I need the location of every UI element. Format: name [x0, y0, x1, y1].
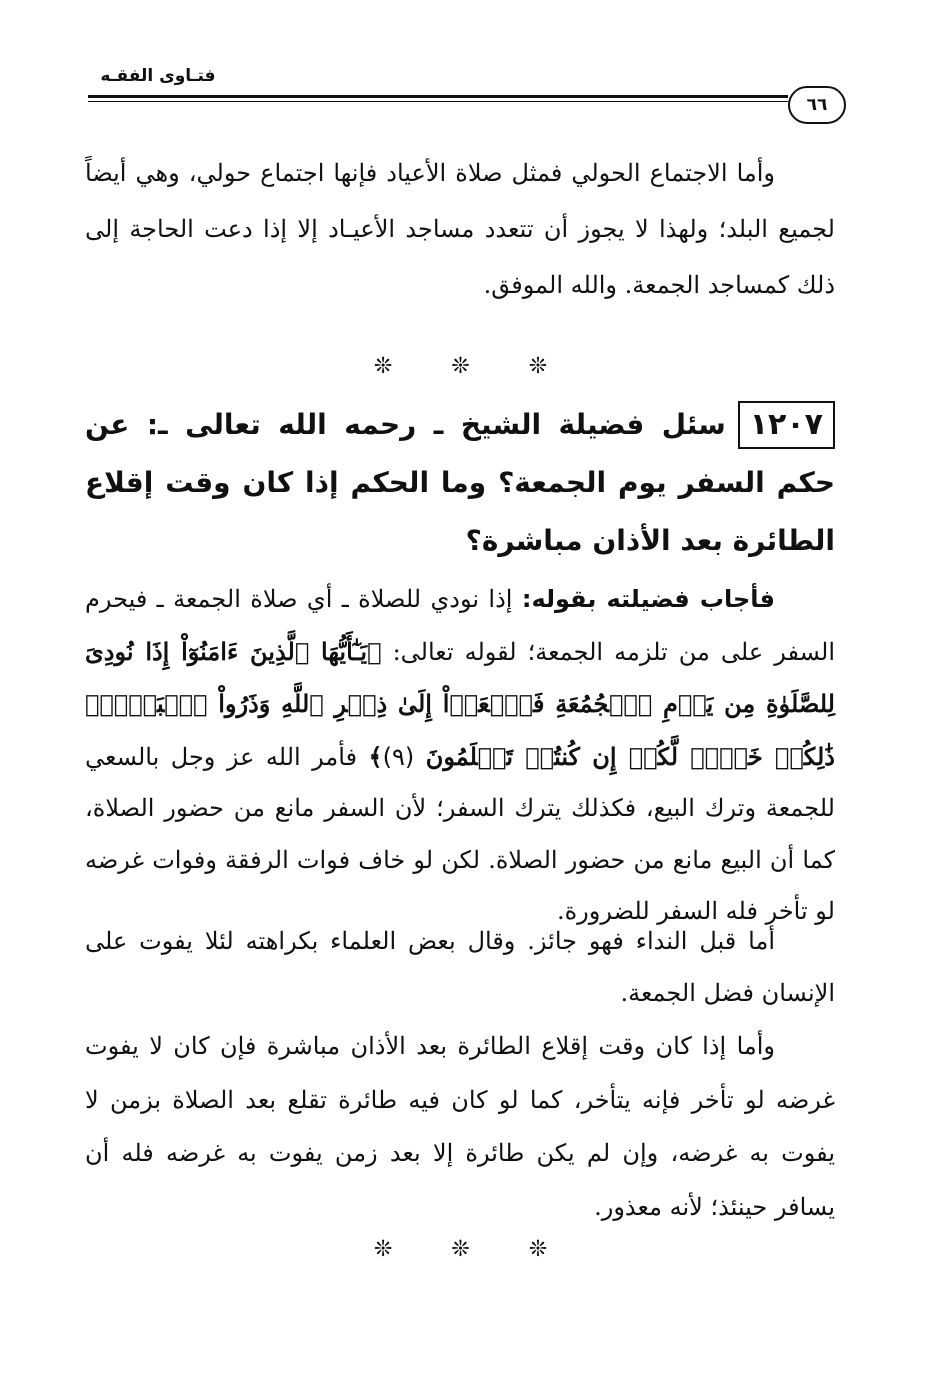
question-block: [85, 396, 835, 570]
quran-verse: يَـٰٓأَيُّهَا ٱلَّذِينَ ءَامَنُوٓاْ إِذَا نُودِىَ لِلصَّلَوٰةِ مِن يَوۡمِ ٱلۡجُمُعَةِ فَٱسۡعَوۡاْ إِلَىٰ ذِكۡرِ ٱللَّهِ وَذَرُواْ ٱلۡبَيۡعَۚ ذَٰلِكُمۡ خَيۡرٞ لَّكُمۡ إِن كُنتُمۡ تَعۡلَمُونَ: [85, 636, 835, 771]
answer-paragraph: [85, 574, 835, 938]
question-text: سئل فضيلة الشيخ ـ رحمه الله تعالى ـ: عن حكم السفر يوم الجمعة؟ وما الحكم إذا كان وقت إقلاع الطائرة بعد الأذان مباشرة؟: [85, 408, 835, 557]
answer-after-verse: فأمر الله عز وجل بالسعي للجمعة وترك البيع، فكذلك يترك السفر؛ لأن السفر مانع من حضور الصلاة، كما أن البيع مانع من حضور الصلاة. لكن لو خاف فوات الرفقة وفوات غرضه لو تأخر فله السفر للضرورة.: [85, 742, 835, 925]
verse-number: ٩: [391, 742, 405, 771]
answer-lead: فأجاب فضيلته بقوله:: [521, 585, 776, 613]
answer-block-3: [85, 1020, 835, 1234]
verse-number-open: (: [404, 742, 415, 771]
verse-open-bracket: ﴿: [367, 636, 382, 666]
intro-paragraph: وأما الاجتماع الحولي فمثل صلاة الأعياد فإنها اجتماع حولي، وهي أيضاً لجميع البلد؛ ولهذا لا يجوز أن تتعدد مساجد الأعيـاد إلا إذا دعت الحاجة إلى ذلك كمساجد الجمعة. والله الموفق.: [85, 159, 835, 299]
header-rule-thin: [88, 101, 788, 102]
page-number: ٦٦: [788, 86, 846, 124]
section-separator-bottom: ❊ ❊ ❊: [373, 1237, 574, 1262]
answer-paragraph-2: أما قبل النداء فهو جائز. وقال بعض العلماء بكراهته لئلا يفوت على الإنسان فضل الجمعة.: [85, 927, 835, 1007]
verse-close-bracket: ﴾: [368, 741, 383, 771]
verse-number-close: ): [382, 742, 392, 771]
header-rule: [88, 95, 788, 98]
answer-block: [85, 574, 835, 938]
answer-block-2: [85, 915, 835, 1019]
running-title: فتـاوى الفقـه: [100, 66, 216, 86]
answer-paragraph-3: وأما إذا كان وقت إقلاع الطائرة بعد الأذان مباشرة فإن كان لا يفوت غرضه لو تأخر فإنه يتأخر، كما لو كان فيه طائرة تقلع بعد الصلاة بزمن لا يفوت به غرضه، وإن لم يكن طائرة إلا بعد زمن يفوت به غرضه فله أن يسافر حينئذ؛ لأنه معذور.: [85, 1032, 835, 1221]
answer-before-verse: إذا نودي للصلاة ـ أي صلاة الجمعة ـ فيحرم السفر على من تلزمه الجمعة؛ لقوله تعالى:: [85, 585, 835, 666]
fatwa-number: ١٢٠٧: [738, 401, 835, 449]
section-separator: ❊ ❊ ❊: [373, 354, 574, 379]
intro-paragraph-block: [85, 145, 835, 313]
